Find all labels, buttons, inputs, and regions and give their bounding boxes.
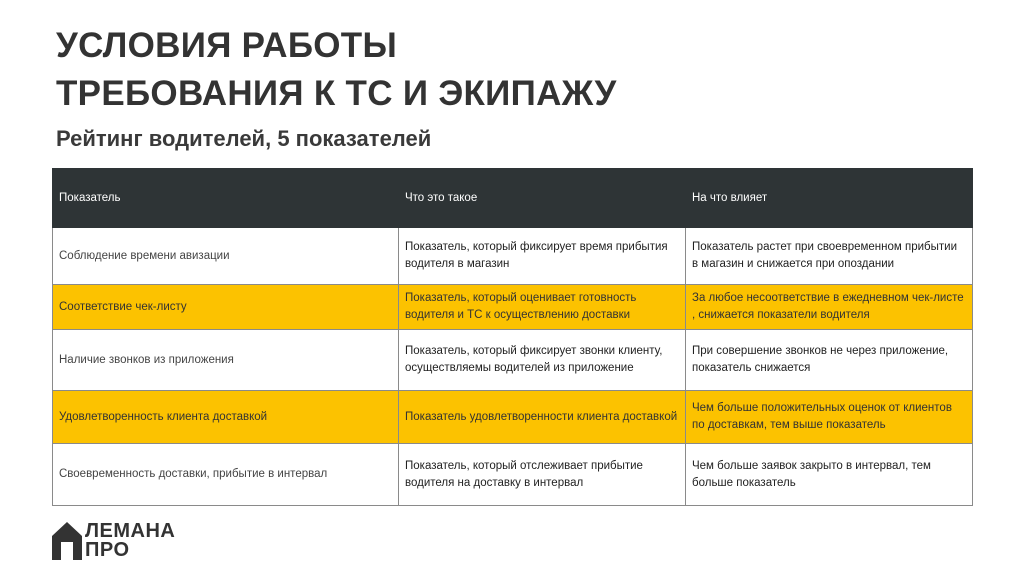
table-row xyxy=(53,444,973,506)
subtitle-count: 5 xyxy=(277,126,290,151)
description-cell: Показатель, который фиксирует звонки клиенту, осуществляемы водителей из приложение xyxy=(399,330,686,391)
indicator-cell: Своевременность доставки, прибытие в интервал xyxy=(53,444,399,506)
impact-cell: Чем больше положительных оценок от клиентов по доставкам, тем выше показатель xyxy=(686,391,973,444)
logo-text-line1: ЛЕМАНА xyxy=(85,520,176,542)
title-line-2: ТРЕБОВАНИЯ К ТС И ЭКИПАЖУ xyxy=(56,74,617,113)
indicator-cell: Наличие звонков из приложения xyxy=(53,330,399,391)
column-header: Что это такое xyxy=(399,169,686,228)
description-cell: Показатель, который отслеживает прибытие водителя на доставку в интервал xyxy=(399,444,686,506)
table-header-row xyxy=(53,169,973,228)
subtitle-prefix: Рейтинг водителей, xyxy=(56,126,278,151)
subtitle-suffix: показателей xyxy=(289,126,432,151)
logo-text-line2: ПРО xyxy=(85,539,130,561)
impact-cell: Чем больше заявок закрыто в интервал, тем больше показатель xyxy=(686,444,973,506)
table-row xyxy=(53,285,973,330)
indicator-cell: Соблюдение времени авизации xyxy=(53,228,399,285)
house-logo-icon xyxy=(52,522,82,560)
impact-cell: Показатель растет при своевременном прибытии в магазин и снижается при опоздании xyxy=(686,228,973,285)
column-header: На что влияет xyxy=(686,169,973,228)
description-cell: Показатель, который оценивает готовность водителя и ТС к осуществлению доставки xyxy=(399,285,686,330)
title-line-1: УСЛОВИЯ РАБОТЫ xyxy=(56,26,398,65)
indicator-cell: Соответствие чек-листу xyxy=(53,285,399,330)
table-row xyxy=(53,330,973,391)
table-row xyxy=(53,391,973,444)
impact-cell: За любое несоответствие в ежедневном чек-листе , снижается показатели водителя xyxy=(686,285,973,330)
column-header: Показатель xyxy=(53,169,399,228)
rating-table xyxy=(52,168,973,506)
logo xyxy=(52,522,175,560)
impact-cell: При совершение звонков не через приложение, показатель снижается xyxy=(686,330,973,391)
indicator-cell: Удовлетворенность клиента доставкой xyxy=(53,391,399,444)
subtitle xyxy=(56,126,431,152)
description-cell: Показатель удовлетворенности клиента доставкой xyxy=(399,391,686,444)
table-row xyxy=(53,228,973,285)
page-title xyxy=(56,22,617,118)
description-cell: Показатель, который фиксирует время прибытия водителя в магазин xyxy=(399,228,686,285)
